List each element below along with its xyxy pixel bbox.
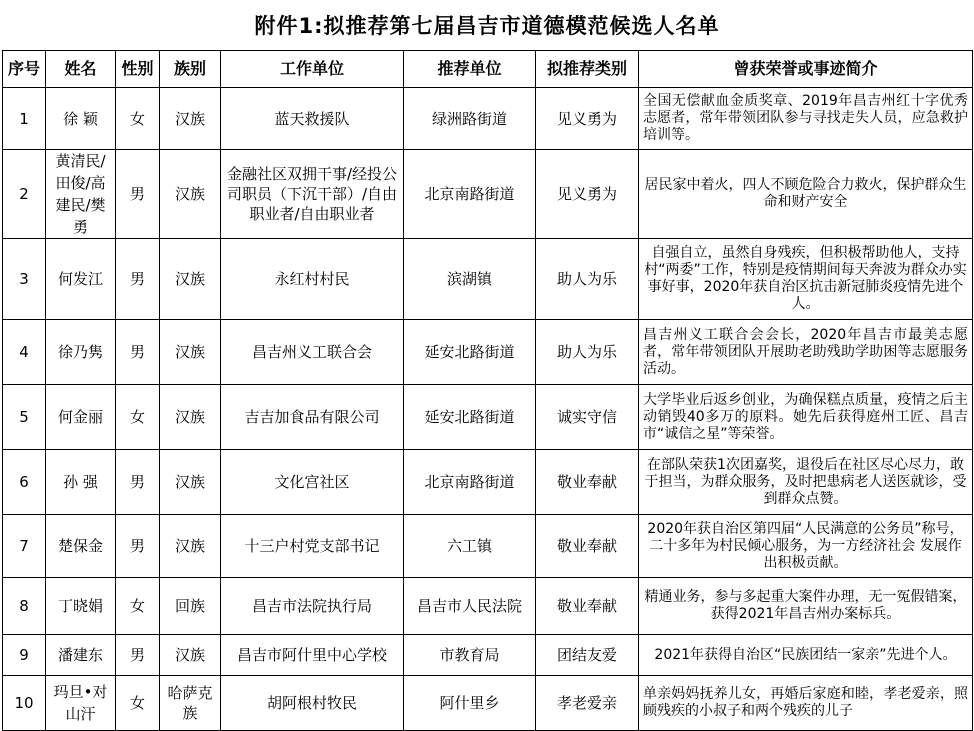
header-work-unit: 工作单位 [221, 51, 404, 88]
cell-ethnicity: 汉族 [160, 88, 221, 150]
cell-no: 3 [3, 239, 46, 320]
cell-work-unit: 吉吉加食品有限公司 [221, 385, 404, 450]
table-row [3, 385, 973, 450]
cell-work-unit: 昌吉州义工联合会 [221, 320, 404, 385]
cell-recommender: 滨湖镇 [404, 239, 536, 320]
header-recommender: 推荐单位 [404, 51, 536, 88]
cell-recommender: 北京南路街道 [404, 450, 536, 515]
cell-category: 诚实守信 [536, 385, 639, 450]
cell-ethnicity: 汉族 [160, 320, 221, 385]
header-gender: 性别 [116, 51, 160, 88]
table-row [3, 239, 973, 320]
cell-ethnicity: 哈萨克族 [160, 676, 221, 731]
cell-recommender: 市教育局 [404, 635, 536, 676]
cell-category: 敬业奉献 [536, 515, 639, 578]
page-title: 附件1:拟推荐第七届昌吉市道德模范候选人名单 [254, 14, 720, 38]
cell-recommender: 北京南路街道 [404, 150, 536, 239]
cell-intro: 2021年获得自治区“民族团结一家亲”先进个人。 [639, 635, 973, 676]
cell-ethnicity: 汉族 [160, 450, 221, 515]
table-row [3, 578, 973, 635]
cell-gender: 男 [116, 239, 160, 320]
cell-recommender: 六工镇 [404, 515, 536, 578]
header-name: 姓名 [46, 51, 116, 88]
table-row [3, 635, 973, 676]
table-row [3, 320, 973, 385]
cell-name: 徐乃隽 [46, 320, 116, 385]
cell-gender: 女 [116, 578, 160, 635]
cell-name: 孙 强 [46, 450, 116, 515]
cell-no: 9 [3, 635, 46, 676]
cell-category: 助人为乐 [536, 320, 639, 385]
header-ethnicity: 族别 [160, 51, 221, 88]
cell-gender: 男 [116, 515, 160, 578]
cell-no: 8 [3, 578, 46, 635]
cell-work-unit: 昌吉市法院执行局 [221, 578, 404, 635]
cell-intro: 单亲妈妈抚养儿女，再婚后家庭和睦，孝老爱亲，照顾残疾的小叔子和两个残疾的儿子 [639, 676, 973, 731]
cell-work-unit: 金融社区双拥干事/经投公司职员（下沉干部）/自由职业者/自由职业者 [221, 150, 404, 239]
cell-name: 丁晓娟 [46, 578, 116, 635]
cell-work-unit: 胡阿根村牧民 [221, 676, 404, 731]
cell-ethnicity: 回族 [160, 578, 221, 635]
cell-intro: 昌吉州义工联合会会长，2020年昌吉市最美志愿者，常年带领团队开展助老助残助学助困等志愿服务活动。 [639, 320, 973, 385]
cell-no: 2 [3, 150, 46, 239]
cell-name: 何金丽 [46, 385, 116, 450]
cell-intro: 在部队荣获1次团嘉奖，退役后在社区尽心尽力，敢于担当，为群众服务，及时把患病老人送医就诊，受到群众点赞。 [639, 450, 973, 515]
cell-ethnicity: 汉族 [160, 150, 221, 239]
cell-recommender: 昌吉市人民法院 [404, 578, 536, 635]
cell-gender: 男 [116, 450, 160, 515]
cell-recommender: 阿什里乡 [404, 676, 536, 731]
table-row [3, 515, 973, 578]
cell-category: 敬业奉献 [536, 578, 639, 635]
cell-work-unit: 文化宫社区 [221, 450, 404, 515]
cell-ethnicity: 汉族 [160, 385, 221, 450]
table-header-row [3, 51, 973, 88]
cell-intro: 居民家中着火，四人不顾危险合力救火，保护群众生命和财产安全 [639, 150, 973, 239]
cell-gender: 女 [116, 676, 160, 731]
candidate-table [2, 50, 973, 731]
cell-name: 潘建东 [46, 635, 116, 676]
cell-intro: 全国无偿献血金质奖章、2019年昌吉州红十字优秀志愿者，常年带领团队参与寻找走失人员，应急救护培训等。 [639, 88, 973, 150]
cell-work-unit: 昌吉市阿什里中心学校 [221, 635, 404, 676]
cell-gender: 男 [116, 150, 160, 239]
header-category: 拟推荐类别 [536, 51, 639, 88]
cell-gender: 女 [116, 88, 160, 150]
cell-intro: 自强自立，虽然自身残疾，但积极帮助他人，支持村“两委”工作，特别是疫情期间每天奔波为群众办实事好事，2020年获自治区抗击新冠肺炎疫情先进个人。 [639, 239, 973, 320]
cell-no: 1 [3, 88, 46, 150]
cell-no: 10 [3, 676, 46, 731]
cell-gender: 男 [116, 635, 160, 676]
cell-ethnicity: 汉族 [160, 515, 221, 578]
cell-intro: 2020年获自治区第四届“人民满意的公务员”称号，二十多年为村民倾心服务，为一方经济社会 发展作出积极贡献。 [639, 515, 973, 578]
cell-no: 7 [3, 515, 46, 578]
cell-recommender: 延安北路街道 [404, 385, 536, 450]
cell-no: 6 [3, 450, 46, 515]
cell-name: 徐 颖 [46, 88, 116, 150]
cell-category: 见义勇为 [536, 88, 639, 150]
cell-recommender: 绿洲路街道 [404, 88, 536, 150]
cell-no: 5 [3, 385, 46, 450]
cell-category: 孝老爱亲 [536, 676, 639, 731]
cell-work-unit: 十三户村党支部书记 [221, 515, 404, 578]
cell-recommender: 延安北路街道 [404, 320, 536, 385]
table-row [3, 88, 973, 150]
cell-no: 4 [3, 320, 46, 385]
cell-gender: 男 [116, 320, 160, 385]
cell-intro: 大学毕业后返乡创业，为确保糕点质量，疫情之后主动销毁40多万的原料。她先后获得庭州工匠、昌吉市“诚信之星”等荣誉。 [639, 385, 973, 450]
cell-category: 团结友爱 [536, 635, 639, 676]
cell-category: 助人为乐 [536, 239, 639, 320]
header-intro: 曾获荣誉或事迹简介 [639, 51, 973, 88]
cell-ethnicity: 汉族 [160, 635, 221, 676]
cell-category: 见义勇为 [536, 150, 639, 239]
cell-intro: 精通业务，参与多起重大案件办理，无一冤假错案，获得2021年昌吉州办案标兵。 [639, 578, 973, 635]
cell-name: 玛旦•对山汗 [46, 676, 116, 731]
cell-category: 敬业奉献 [536, 450, 639, 515]
table-row [3, 150, 973, 239]
cell-name: 黄清民/田俊/高建民/樊勇 [46, 150, 116, 239]
cell-name: 楚保金 [46, 515, 116, 578]
cell-name: 何发江 [46, 239, 116, 320]
header-no: 序号 [3, 51, 46, 88]
cell-gender: 女 [116, 385, 160, 450]
cell-work-unit: 蓝天救援队 [221, 88, 404, 150]
cell-work-unit: 永红村村民 [221, 239, 404, 320]
table-row [3, 450, 973, 515]
cell-ethnicity: 汉族 [160, 239, 221, 320]
table-row [3, 676, 973, 731]
